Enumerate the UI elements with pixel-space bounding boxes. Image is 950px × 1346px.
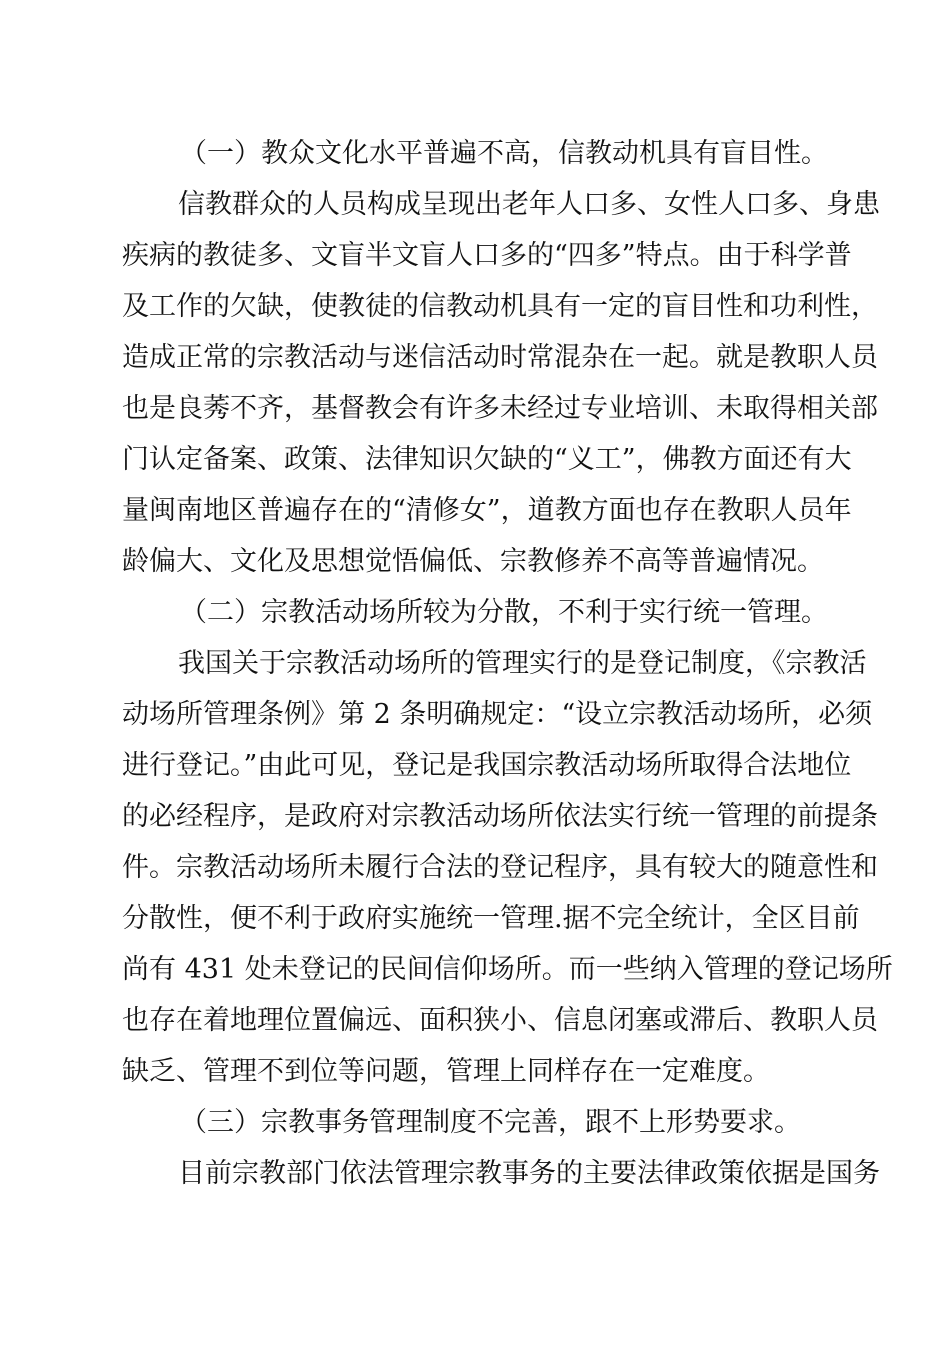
paragraph-line: 及工作的欠缺，使教徒的信教动机具有一定的盲目性和功利性， — [122, 291, 878, 322]
paragraph-line: 目前宗教部门依法管理宗教事务的主要法律政策依据是国务 — [178, 1158, 880, 1189]
paragraph-line: 也存在着地理位置偏远、面积狭小、信息闭塞或滞后、教职人员 — [122, 1005, 878, 1036]
paragraph-line: 件。宗教活动场所未履行合法的登记程序，具有较大的随意性和 — [122, 852, 878, 883]
paragraph-line: 疾病的教徒多、文盲半文盲人口多的“四多”特点。由于科学普 — [122, 240, 852, 271]
paragraph-line: 我国关于宗教活动场所的管理实行的是登记制度，《宗教活 — [178, 648, 867, 679]
paragraph-line: 缺乏、管理不到位等问题，管理上同样存在一定难度。 — [122, 1056, 770, 1087]
paragraph-line: 信教群众的人员构成呈现出老年人口多、女性人口多、身患 — [178, 189, 880, 220]
paragraph-line: 动场所管理条例》第 2 条明确规定：“设立宗教活动场所，必须 — [122, 699, 873, 730]
section-heading-3: （三）宗教事务管理制度不完善，跟不上形势要求。 — [180, 1107, 801, 1138]
paragraph-line: 门认定备案、政策、法律知识欠缺的“义工”，佛教方面还有大 — [122, 444, 852, 475]
section-heading-1: （一）教众文化水平普遍不高，信教动机具有盲目性。 — [180, 138, 828, 169]
paragraph-line: 的必经程序，是政府对宗教活动场所依法实行统一管理的前提条 — [122, 801, 878, 832]
paragraph-line: 尚有 431 处未登记的民间信仰场所。而一些纳入管理的登记场所 — [122, 954, 893, 985]
paragraph-line: 也是良莠不齐，基督教会有许多未经过专业培训、未取得相关部 — [122, 393, 878, 424]
paragraph-line: 造成正常的宗教活动与迷信活动时常混杂在一起。就是教职人员 — [122, 342, 878, 373]
paragraph-line: 分散性，便不利于政府实施统一管理.据不完全统计，全区目前 — [122, 903, 860, 934]
paragraph-line: 进行登记。”由此可见，登记是我国宗教活动场所取得合法地位 — [122, 750, 852, 781]
paragraph-line: 龄偏大、文化及思想觉悟偏低、宗教修养不高等普遍情况。 — [122, 546, 824, 577]
paragraph-line: 量闽南地区普遍存在的“清修女”，道教方面也存在教职人员年 — [122, 495, 852, 526]
section-heading-2: （二）宗教活动场所较为分散，不利于实行统一管理。 — [180, 597, 828, 628]
